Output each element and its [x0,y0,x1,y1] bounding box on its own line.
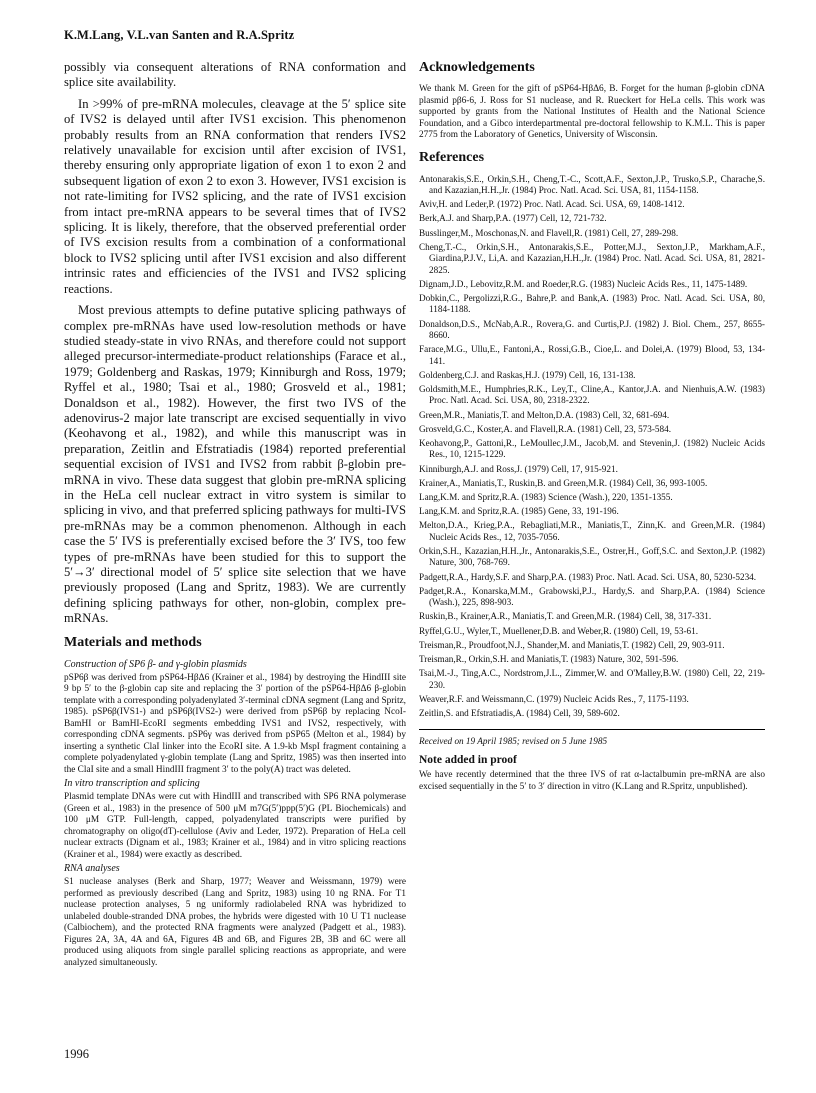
reference-item: Busslinger,M., Moschonas,N. and Flavell,R. (1981) Cell, 27, 289-298. [419,227,679,238]
section-heading-methods: Materials and methods [64,634,202,650]
reference-item: Tsai,M.-J., Ting,A.C., Nordstrom,J.L., Zimmer,W. and O'Malley,B.W. (1980) Cell, 22, 219-230. [419,668,765,690]
reference-item: Lang,K.M. and Spritz,R.A. (1985) Gene, 33, 191-196. [419,506,619,517]
reference-item: Padgett,R.A., Hardy,S.F. and Sharp,P.A. (1983) Proc. Natl. Acad. Sci. USA, 80, 5230-5234. [419,571,757,582]
running-head: K.M.Lang, V.L.van Santen and R.A.Spritz [64,28,295,42]
section-heading-references: References [419,149,485,165]
section-heading-acknowledgements: Acknowledgements [419,60,535,75]
reference-item: Goldsmith,M.E., Humphries,R.K., Ley,T., Cline,A., Kantor,J.A. and Nienhuis,A.W. (1983) Proc. Natl. Acad. Sci. USA, 80, 2318-2322. [419,383,765,406]
reference-item: Antonarakis,S.E., Orkin,S.H., Cheng,T.-C., Scott,A.F., Sexton,J.P., Trusko,S.P., Charache,S. and Kazazian,H.H.,Jr. (1984) Proc. Natl. Acad. Sci. USA, 81, 1154-1158. [419,173,765,195]
subsection-heading: Construction of SP6 β- and γ-globin plasmids [64,658,247,670]
body-paragraph: possibly via consequent alterations of RNA conformation and splice site availability. [64,60,406,90]
reference-item: Grosveld,G.C., Koster,A. and Flavell,R.A. (1981) Cell, 23, 573-584. [419,423,672,434]
right-column [419,60,765,799]
reference-item: Keohavong,P., Gattoni,R., LeMoullec,J.M., Jacob,M. and Stevenin,J. (1982) Nucleic Acids Res., 10, 1215-1229. [419,437,765,460]
methods-paragraph: pSP6β was derived from pSP64-HβΔ6 (Krainer et al., 1984) by destroying the HindIII site 9 bp 5′ to the β-globin cap site and replacing the 3′ portion of the pSP64-HβΔ6 β-globin template with a corresponding polyadenylated 3′-terminal cDNA segment (Lang and Spritz, 1985). pSP6β(IVS1-) and pSP6β(IVS2-) were derived from pSP6β by replacing NcoI-BamHI or BamHI-EcoRI segments embedding IVS1 and IVS2, respectively, with corresponding cDNA segments. pSP6γ was derived from pSP65 (Melton et al., 1984) by inserting a synthetic ClaI linker into the EcoRI site. A 1.9-kb MspI fragment containing a complete polyadenylated γ-globin template (Lang and Spritz, 1985) was then inserted into the ClaI site and a small HindIII fragment 3′ to the poly(A) tract was deleted. [64,672,406,775]
body-paragraph: Most previous attempts to define putative splicing pathways of complex pre-mRNAs have used low-resolution methods or have studied steady-state in vivo RNAs, and therefore could not support alleged precursor-intermediate-product relationships (Farace et al., 1979; Goldenberg and Raskas, 1979; Kinniburgh and Ross, 1979; Ryffel et al., 1980; Tsai et al., 1980; Grosveld et al., 1981; Donaldson et al., 1982). However, the first two IVS of the adenovirus-2 major late transcript are excised sequentially in vivo (Keohavong et al., 1982), and while this manuscript was in preparation, Zeitlin and Efstratiadis (1984) reported preferential sequential excision of IVS1 and IVS2 from rabbit β-globin pre-mRNA in vivo. These data suggest that globin pre-mRNA splicing in the HeLa cell nuclear extract in vitro system is similar to splicing in vivo, and that preferred splicing pathways for multi-IVS pre-mRNAs may be a common phenomenon. Although in each case the 5′ IVS is preferentially excised before the 3′ IVS, too few types of pre-mRNAs have been studied for this to support the 5′→3′ directional model of 5′ splice site selection that we have previously proposed (Lang and Spritz, 1983). We are currently defining splicing pathways for other, non-globin, complex pre-mRNAs. [64,303,406,626]
note-text: We have recently determined that the three IVS of rat α-lactalbumin pre-mRNA are also excised sequentially in the 5′ to 3′ direction in vitro (K.Lang and R.Spritz, unpublished). [419,770,765,792]
reference-item: Orkin,S.H., Kazazian,H.H.,Jr., Antonarakis,S.E., Ostrer,H., Goff,S.C. and Sexton,J.P. (1982) Nature, 300, 768-769. [419,546,765,568]
reference-item: Aviv,H. and Leder,P. (1972) Proc. Natl. Acad. Sci. USA, 69, 1408-1412. [419,199,685,210]
reference-item: Kinniburgh,A.J. and Ross,J. (1979) Cell, 17, 915-921. [419,463,618,474]
reference-item: Padget,R.A., Konarska,M.M., Grabowski,P.J., Hardy,S. and Sharp,P.A. (1984) Science (Wash.), 225, 898-903. [419,585,765,608]
reference-item: Lang,K.M. and Spritz,R.A. (1983) Science (Wash.), 220, 1351-1355. [419,492,673,502]
reference-item: Weaver,R.F. and Weissmann,C. (1979) Nucleic Acids Res., 7, 1175-1193. [419,693,689,704]
note-heading: Note added in proof [419,754,517,767]
acknowledgements [419,60,765,142]
reference-item: Farace,M.G., Ullu,E., Fantoni,A., Rossi,G.B., Cioe,L. and Dolei,A. (1979) Blood, 53, 134-141. [419,344,765,366]
methods-paragraph: S1 nuclease analyses (Berk and Sharp, 1977; Weaver and Weissmann, 1979) were performed as previously described (Lang and Spritz, 1983) using 10 ng RNA. For T1 nuclease protection analyses, 5 ng uniformly radiolabeled RNA was hybridized to unlabeled double-stranded DNA probes, the hybrids were digested with 10 U T1 nuclease (Calbiochem), and the protected RNA fragments were analyzed (Padgett et al., 1983). Figures 2A, 3A, 4A and 6A, Figures 4B and 6B, and Figures 2B, 3B and 6C were all produced using aliquots from single parallel splicing reactions as appropriate, and were analyzed simultaneously. [64,877,406,968]
body-paragraph: In >99% of pre-mRNA molecules, cleavage at the 5′ splice site of IVS2 is delayed until after IVS1 excision. This phenomenon probably results from an RNA conformation that renders IVS2 relatively unavailable for excision until after excision of IVS1, thereby ensuring only appropriate ligation of exon 1 to exon 2 and subsequent ligation of exon 2 to exon 3. However, IVS1 excision is not rate-limiting for IVS2 splicing, and the rate of IVS1 excision from intact pre-mRNA appears to be several times that of IVS2 splicing. It is likely, therefore, that the observed preferential order of IVS excision results from a combination of a conformational block to IVS2 splicing until after IVS1 excision and also different intrinsic rates and efficiencies of the IVS1 and IVS2 splicing reactions. [64,96,406,296]
subsection-heading: RNA analyses [64,863,120,875]
subsection-heading: In vitro transcription and splicing [64,778,200,790]
reference-item: Cheng,T.-C., Orkin,S.H., Antonarakis,S.E., Potter,M.J., Sexton,J.P., Markham,A.F., Giardina,P.J.V., Li,A. and Kazazian,H.H.,Jr. (1984) Proc. Natl. Acad. Sci. USA, 81, 2821-2825. [419,241,765,275]
reference-list [419,174,765,720]
reference-item: Berk,A.J. and Sharp,P.A. (1977) Cell, 12, 721-732. [419,213,607,224]
left-column [64,60,406,971]
methods-paragraph: Plasmid template DNAs were cut with HindIII and transcribed with SP6 RNA polymerase (Green et al., 1983) in the presence of 500 μM m7G(5′)ppp(5′)G (PL Biochemicals) and 100 μM GTP. Full-length, capped, polyadenylated transcripts were purified by chromatography on oligo(dT)-cellulose (Aviv and Leder, 1972). Preparation of HeLa cell nuclear extracts (Dignam et al., 1983; Krainer et al., 1984) and in vitro splicing reactions (Krainer et al., 1984) were exactly as described. [64,792,406,860]
received-date: Received on 19 April 1985; revised on 5 June 1985 [419,729,765,746]
reference-item: Zeitlin,S. and Efstratiadis,A. (1984) Cell, 39, 589-602. [419,708,620,719]
acknowledgements-text: We thank M. Green for the gift of pSP64-HβΔ6, B. Forget for the human β-globin cDNA plasmid pβ6-6, J. Ross for S1 nuclease, and R. Rueckert for HeLa cells. This work was supported by grants from the National Institutes of Health and the National Science Foundation, and a Gibco interdepartmental pre-doctoral fellowship to K.M.L. This is paper 2775 from the Laboratory of Genetics, University of Wisconsin. [419,84,765,140]
reference-item: Ruskin,B., Krainer,A.R., Maniatis,T. and Green,M.R. (1984) Cell, 38, 317-331. [419,611,712,622]
reference-item: Dignam,J.D., Lebovitz,R.M. and Roeder,R.G. (1983) Nucleic Acids Res., 11, 1475-1489. [419,278,748,289]
note-added-in-proof [419,754,765,793]
reference-item: Dobkin,C., Pergolizzi,R.G., Bahre,P. and Bank,A. (1983) Proc. Natl. Acad. Sci. USA, 80, 1184-1188. [419,292,765,315]
reference-item: Treisman,R., Proudfoot,N.J., Shander,M. and Maniatis,T. (1982) Cell, 29, 903-911. [419,639,725,650]
reference-item: Green,M.R., Maniatis,T. and Melton,D.A. (1983) Cell, 32, 681-694. [419,409,670,420]
reference-item: Ryffel,G.U., Wyler,T., Muellener,D.B. and Weber,R. (1980) Cell, 19, 53-61. [419,625,699,636]
reference-item: Goldenberg,C.J. and Raskas,H.J. (1979) Cell, 16, 131-138. [419,369,636,380]
reference-item: Krainer,A., Maniatis,T., Ruskin,B. and Green,M.R. (1984) Cell, 36, 993-1005. [419,477,708,488]
reference-item: Donaldson,D.S., McNab,A.R., Rovera,G. and Curtis,P.J. (1982) J. Biol. Chem., 257, 8655-8660. [419,318,765,340]
page-number: 1996 [64,1047,89,1061]
reference-item: Treisman,R., Orkin,S.H. and Maniatis,T. (1983) Nature, 302, 591-596. [419,654,679,665]
reference-item: Melton,D.A., Krieg,P.A., Rebagliati,M.R., Maniatis,T., Zinn,K. and Green,M.R. (1984) Nucleic Acids Res., 12, 7035-7056. [419,520,765,542]
